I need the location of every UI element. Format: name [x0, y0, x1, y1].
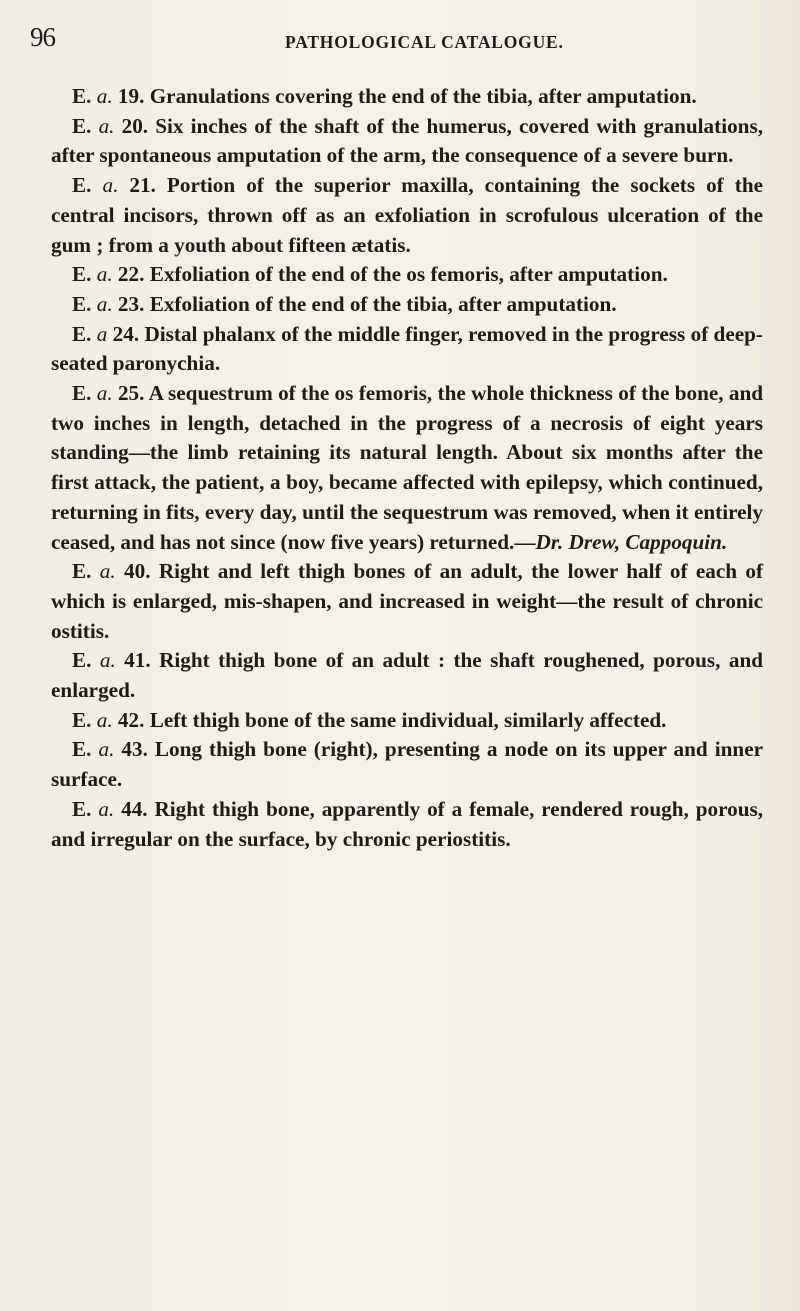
entry-prefix: E. — [72, 113, 92, 138]
entry-series: a. — [98, 737, 115, 762]
entry-number: 40. — [124, 559, 151, 584]
entry-series: a. — [98, 796, 115, 821]
entry-number: 20. — [121, 113, 149, 138]
entry-series: a. — [99, 648, 116, 673]
entry-number: 43. — [121, 737, 148, 762]
entry-number: 21. — [129, 173, 156, 198]
entry-series: a. — [96, 381, 113, 406]
entry-description: Granulations covering the end of the tibia, after amputation. — [149, 84, 697, 108]
entry-prefix: E. — [72, 648, 92, 673]
entry-prefix: E. — [72, 796, 92, 821]
entry-attribution: Dr. Drew, Cappoquin. — [535, 529, 728, 554]
entry-prefix: E. — [72, 707, 92, 732]
entry-description: Exfoliation of the end of the tibia, after amputation. — [149, 291, 617, 316]
catalogue-entry — [51, 82, 763, 112]
entry-description: Left thigh bone of the same individual, similarly affected. — [149, 707, 667, 732]
entry-description: Exfoliation of the end of the os femoris, after amputation. — [149, 262, 668, 287]
catalogue-entries — [51, 82, 763, 854]
entry-number: 44. — [121, 796, 148, 821]
entry-series: a. — [99, 559, 116, 584]
entry-prefix: E. — [72, 173, 92, 198]
catalogue-entry — [51, 379, 763, 557]
entry-series: a. — [96, 84, 113, 108]
catalogue-entry — [51, 706, 763, 736]
entry-series: a — [96, 321, 108, 346]
entry-series: a. — [102, 173, 119, 198]
entry-series: a. — [96, 262, 113, 287]
running-title: PATHOLOGICAL CATALOGUE. — [285, 32, 564, 52]
entry-description: Distal phalanx of the middle finger, removed in the progress of deep-seated paronychia. — [51, 321, 763, 376]
entry-description: Long thigh bone (right), presenting a node on its upper and inner surface. — [51, 737, 763, 792]
entry-number: 19. — [117, 84, 145, 108]
entry-prefix: E. — [72, 737, 92, 762]
entry-number: 22. — [117, 262, 145, 287]
catalogue-entry — [51, 290, 763, 320]
entry-number: 25. — [117, 381, 145, 406]
catalogue-entry — [51, 735, 763, 794]
entry-number: 23. — [117, 291, 145, 316]
catalogue-entry — [51, 320, 763, 379]
entry-description: Right and left thigh bones of an adult, the lower half of each of which is enlarged, mis-shapen, and increased in weight—the result of chronic ostitis. — [51, 559, 764, 643]
entry-description: Portion of the superior maxilla, containing the sockets of the central incisors, thrown off as an exfoliation in scrofulous ulceration of the gum ; from a youth about fifteen ætatis. — [51, 173, 764, 257]
entry-series: a. — [96, 291, 113, 316]
page-number: 96 — [30, 22, 55, 52]
entry-prefix: E. — [72, 559, 92, 584]
catalogue-entry — [51, 557, 763, 646]
entry-series: a. — [98, 113, 115, 138]
entry-series: a. — [96, 707, 113, 732]
entry-description: A sequestrum of the os femoris, the whole thickness of the bone, and two inches in length, detached in the progress of a necrosis of eight years standing—the limb retaining its natural length. About six months after the first attack, the patient, a boy, became affected with epilepsy, which continued, returning in fits, every day, until the sequestrum was removed, when it entirely ceased, and has not since (now five years) returned.— — [51, 381, 764, 554]
entry-prefix: E. — [72, 321, 92, 346]
entry-prefix: E. — [72, 262, 92, 287]
catalogue-entry — [51, 646, 763, 705]
catalogue-entry — [51, 795, 763, 854]
page-header — [30, 22, 760, 62]
catalogue-entry — [51, 171, 763, 260]
entry-prefix: E. — [72, 84, 92, 108]
entry-prefix: E. — [72, 381, 92, 406]
entry-prefix: E. — [72, 291, 92, 316]
entry-description: Six inches of the shaft of the humerus, covered with granulations, after spontaneous amputation of the arm, the consequence of a severe burn. — [51, 113, 763, 168]
entry-description: Right thigh bone, apparently of a female, rendered rough, porous, and irregular on the surface, by chronic periostitis. — [51, 796, 764, 851]
catalogue-entry — [51, 112, 763, 171]
entry-description: Right thigh bone of an adult : the shaft roughened, porous, and enlarged. — [51, 648, 764, 703]
entry-number: 42. — [117, 707, 145, 732]
catalogue-entry — [51, 260, 763, 290]
entry-number: 41. — [124, 648, 151, 673]
entry-number: 24. — [112, 321, 140, 346]
